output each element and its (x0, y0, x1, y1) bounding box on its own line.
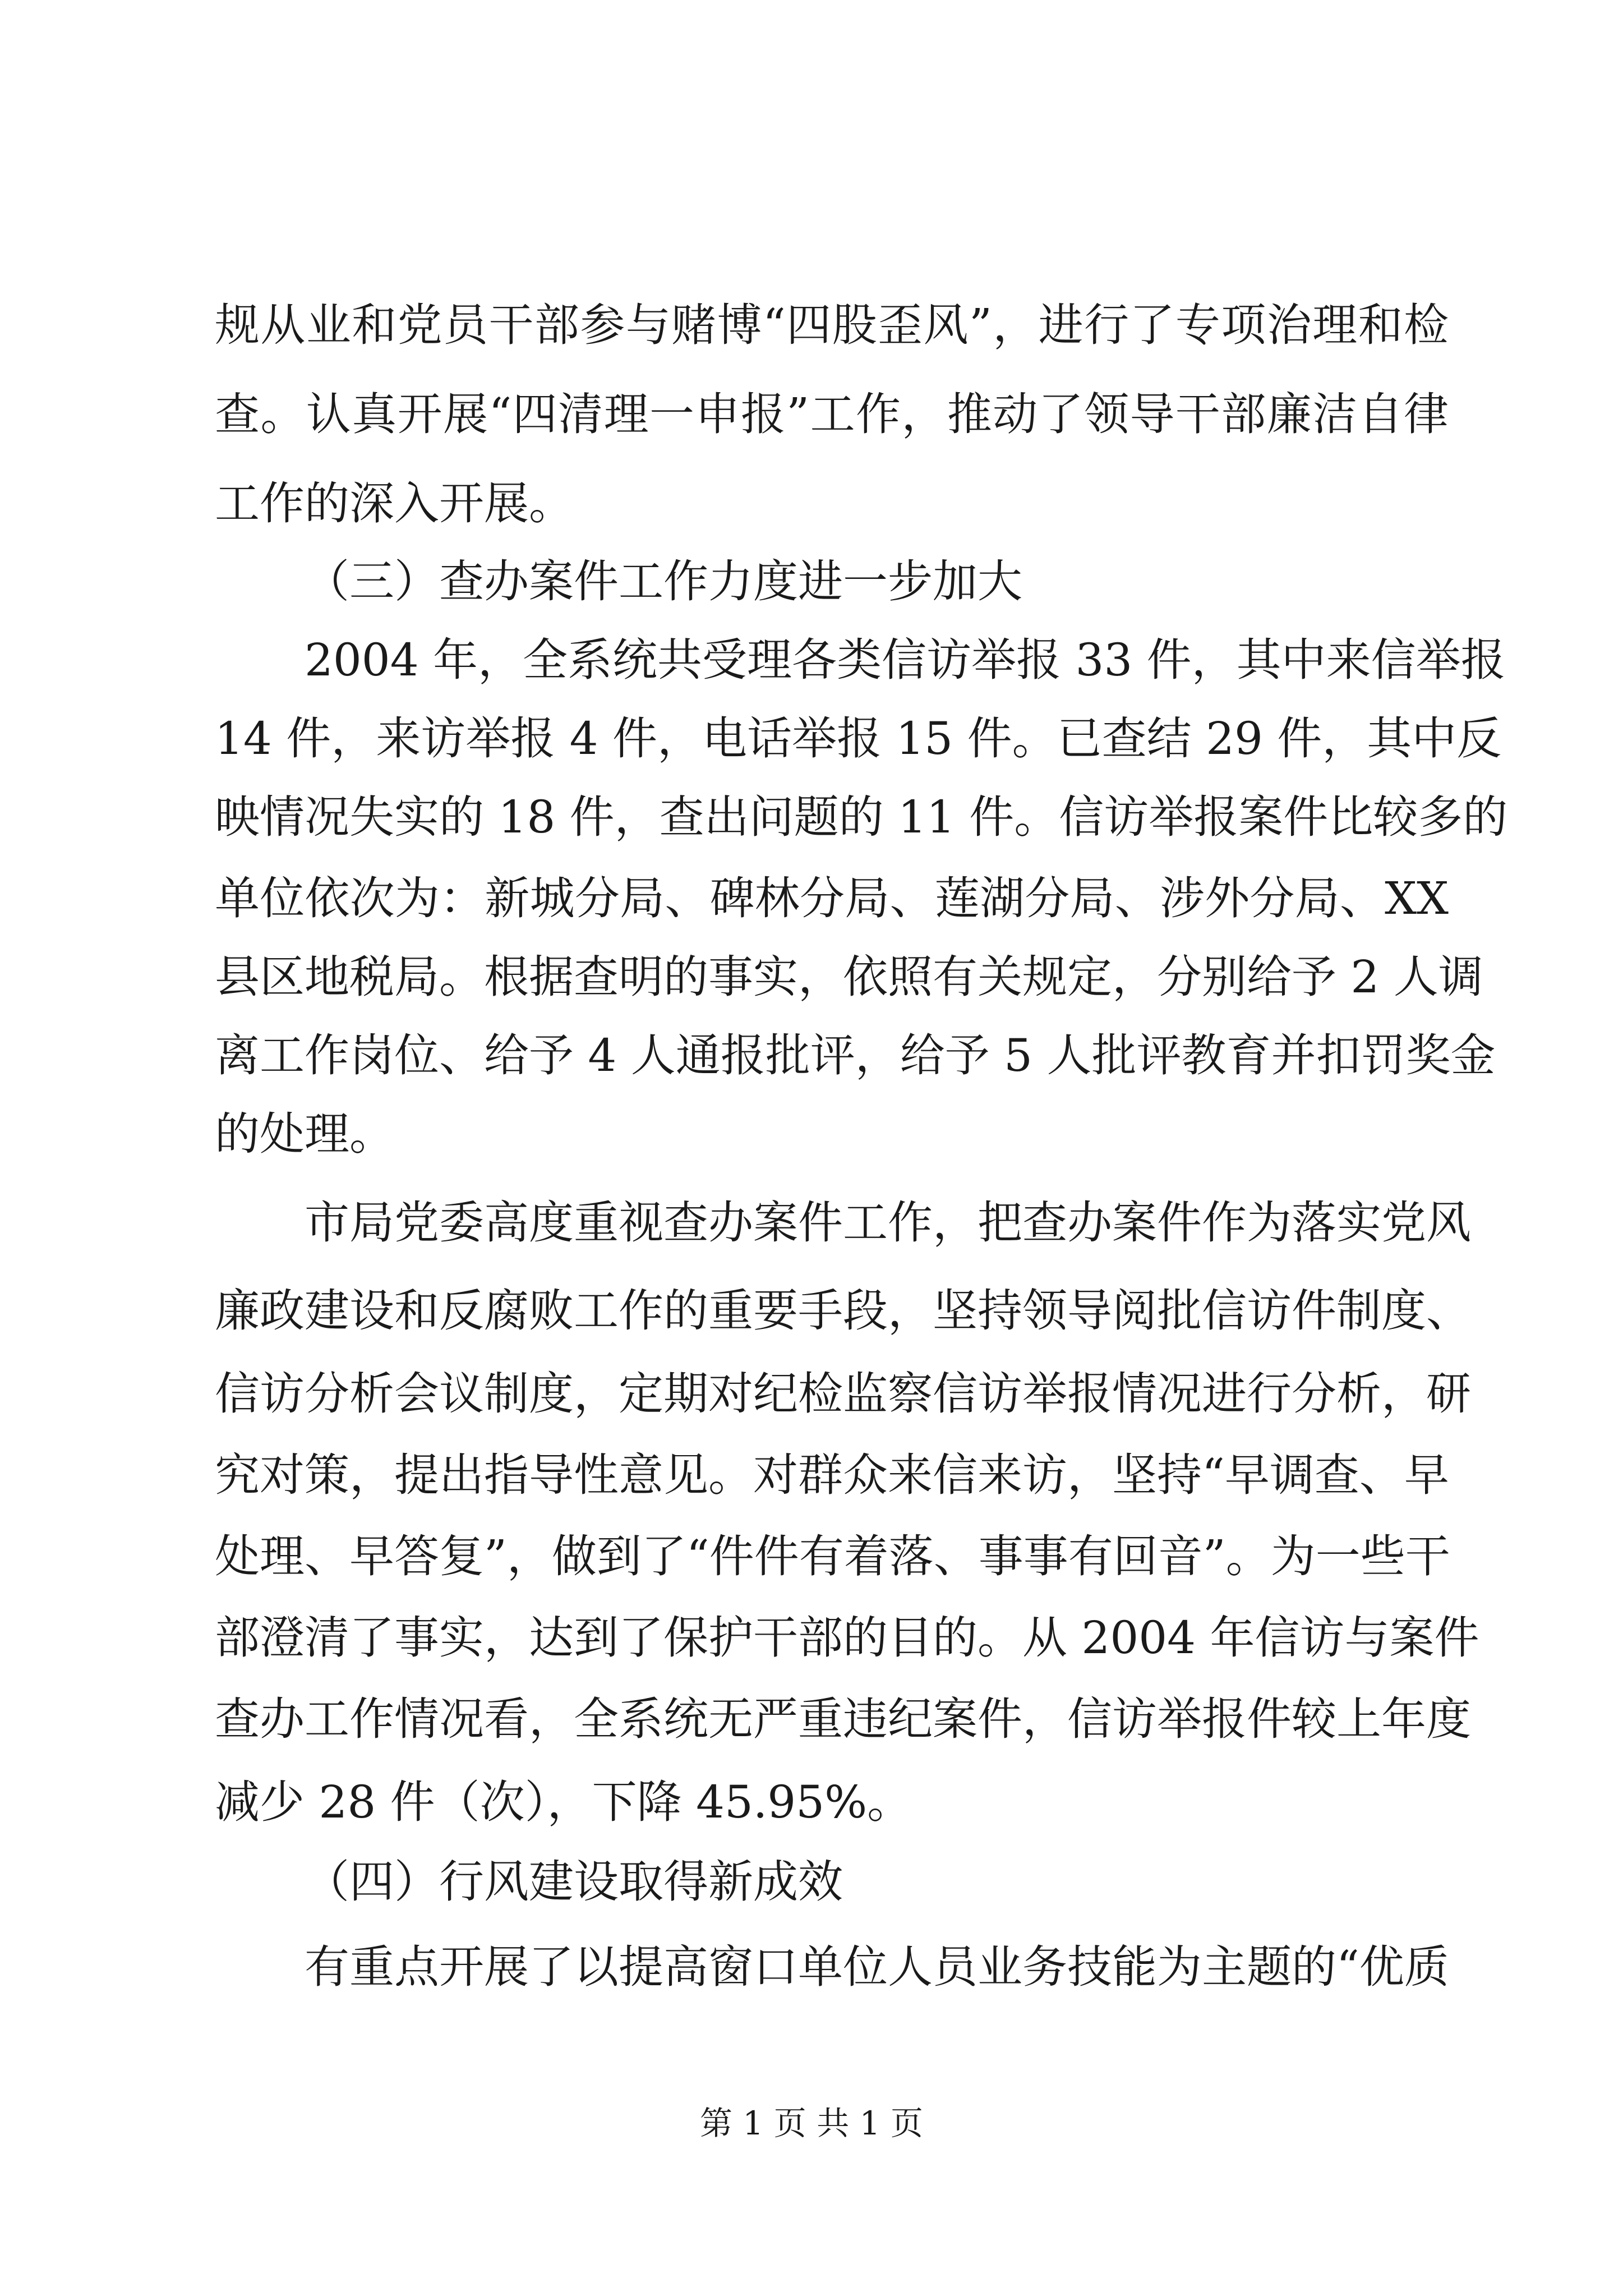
body-line: 单位依次为：新城分局、碑林分局、莲湖分局、涉外分局、XX (215, 872, 1449, 924)
body-line: 查办工作情况看，全系统无严重违纪案件，信访举报件较上年度 (215, 1693, 1471, 1745)
body-line: 信访分析会议制度，定期对纪检监察信访举报情况进行分析，研 (215, 1368, 1471, 1420)
body-line: 的处理。 (215, 1108, 394, 1160)
body-line: 14 件，来访举报 4 件，电话举报 15 件。已查结 29 件，其中反 (215, 712, 1502, 765)
body-line: 县区地税局。根据查明的事实，依照有关规定，分别给予 2 人调 (215, 951, 1483, 1003)
body-line: 减少 28 件（次），下降 45.95%。 (215, 1776, 912, 1828)
body-line: 究对策，提出指导性意见。对群众来信来访，坚持“早调查、早 (215, 1449, 1449, 1501)
body-line: 部澄清了事实，达到了保护干部的目的。从 2004 年信访与案件 (215, 1612, 1479, 1664)
body-line: 2004 年，全系统共受理各类信访举报 33 件，其中来信举报 (305, 634, 1506, 686)
body-line: 离工作岗位、给予 4 人通报批评，给予 5 人批评教育并扣罚奖金 (215, 1029, 1496, 1082)
body-line: 工作的深入开展。 (215, 477, 574, 530)
section-heading: （四）行风建设取得新成效 (305, 1856, 843, 1908)
body-line: 廉政建设和反腐败工作的重要手段，坚持领导阅批信访件制度、 (215, 1285, 1471, 1337)
body-line: 市局党委高度重视查办案件工作，把查办案件作为落实党风 (305, 1197, 1471, 1249)
page-footer: 第 1 页 共 1 页 (700, 2104, 923, 2142)
body-line: 查。认真开展“四清理一申报”工作，推动了领导干部廉洁自律 (215, 388, 1449, 440)
body-line: 规从业和党员干部参与赌博“四股歪风”，进行了专项治理和检 (215, 299, 1449, 351)
body-line: 有重点开展了以提高窗口单位人员业务技能为主题的“优质 (305, 1941, 1449, 1993)
section-heading: （三）查办案件工作力度进一步加大 (305, 555, 1022, 608)
body-line: 映情况失实的 18 件，查出问题的 11 件。信访举报案件比较多的 (215, 791, 1508, 843)
body-line: 处理、早答复”，做到了“件件有着落、事事有回音”。为一些干 (215, 1530, 1450, 1582)
